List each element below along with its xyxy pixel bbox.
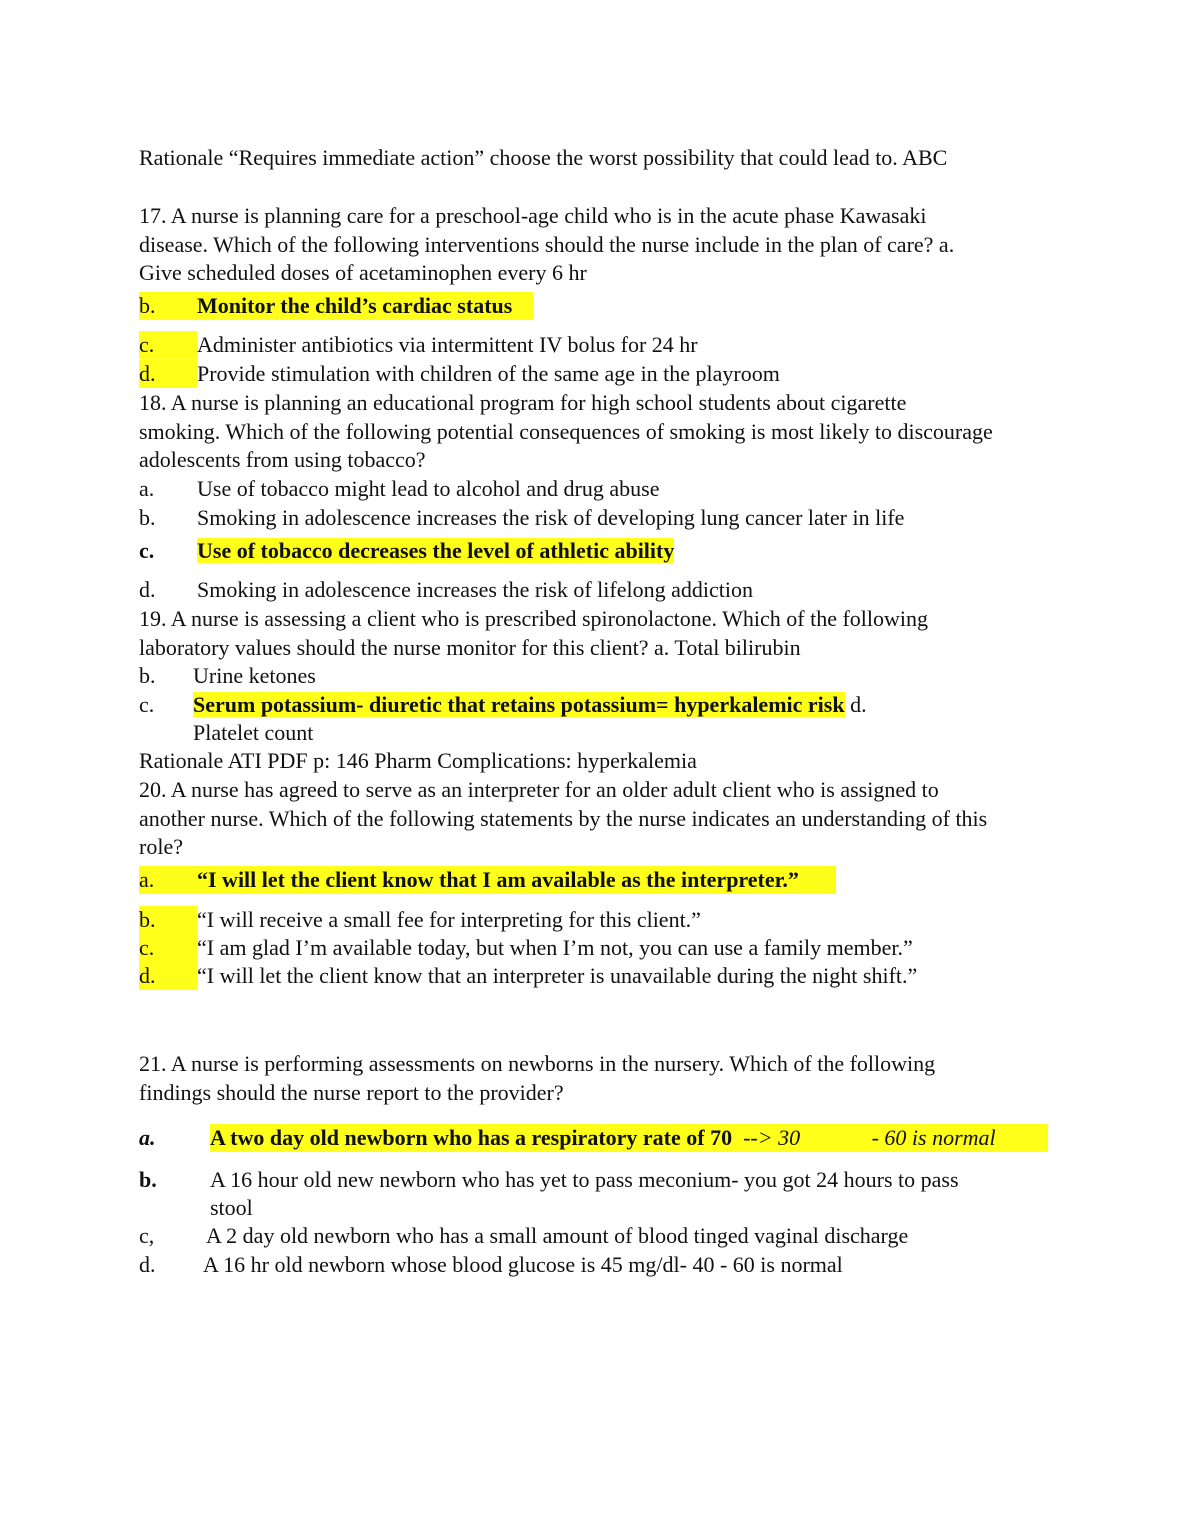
q21-option-b <box>139 1166 959 1194</box>
option-letter: c. <box>139 934 197 962</box>
option-letter: c. <box>139 538 155 563</box>
q20-stem-line-2: another nurse. Which of the following statements by the nurse indicates an understanding of this <box>139 806 988 831</box>
option-text: A 2 day old newborn who has a small amount of blood tinged vaginal discharge <box>206 1223 909 1248</box>
option-text: Provide stimulation with children of the same age in the playroom <box>197 361 780 386</box>
q20-option-b <box>139 906 701 934</box>
option-text: Smoking in adolescence increases the risk of lifelong addiction <box>197 577 753 602</box>
q18-stem-line-2: smoking. Which of the following potential consequences of smoking is most likely to discourage <box>139 419 993 444</box>
q20-option-a <box>139 866 836 894</box>
q19-option-d <box>139 719 313 747</box>
q19-option-c <box>139 691 867 719</box>
q19-rationale: Rationale ATI PDF p: 146 Pharm Complications: hyperkalemia <box>139 748 697 773</box>
option-letter: d. <box>139 962 197 990</box>
option-letter: a. <box>139 476 155 501</box>
option-note: --> 30 - 60 is normal <box>732 1125 996 1150</box>
option-letter: b. <box>139 1167 157 1192</box>
q21-option-c <box>139 1222 908 1250</box>
option-text: Administer antibiotics via intermittent IV bolus for 24 hr <box>197 332 698 357</box>
option-text: A 16 hr old newborn whose blood glucose is 45 mg/dl- 40 - 60 is normal <box>203 1252 843 1277</box>
option-letter: a. <box>139 1125 156 1150</box>
q20-stem-line-3: role? <box>139 834 183 859</box>
option-text: “I will let the client know that I am available as the interpreter.” <box>197 867 799 892</box>
option-letter: b. <box>139 293 156 318</box>
q17-option-b <box>139 292 533 320</box>
option-text: Platelet count <box>193 720 314 745</box>
q18-option-c <box>139 537 674 565</box>
option-text: Smoking in adolescence increases the risk of developing lung cancer later in life <box>197 505 905 530</box>
option-letter: d. <box>139 577 156 602</box>
option-letter: d. <box>139 1252 156 1277</box>
q20-option-d <box>139 962 917 990</box>
option-letter: b. <box>139 663 156 688</box>
option-letter: a. <box>139 867 155 892</box>
option-letter: b. <box>139 906 197 934</box>
q21-option-b-continuation: stool <box>210 1195 253 1220</box>
option-letter: c, <box>139 1223 155 1248</box>
option-trail: d. <box>844 692 867 717</box>
q17-stem-line-1: 17. A nurse is planning care for a preschool-age child who is in the acute phase Kawasaki <box>139 203 927 228</box>
option-text: Urine ketones <box>193 663 316 688</box>
q21-stem-line-1: 21. A nurse is performing assessments on newborns in the nursery. Which of the following <box>139 1051 936 1076</box>
q18-stem-line-1: 18. A nurse is planning an educational program for high school students about cigarette <box>139 390 907 415</box>
option-text: “I will receive a small fee for interpreting for this client.” <box>197 907 701 932</box>
option-text: A two day old newborn who has a respiratory rate of 70 <box>210 1125 733 1150</box>
q17-option-d <box>139 360 780 388</box>
option-text: “I will let the client know that an interpreter is unavailable during the night shift.” <box>197 963 918 988</box>
q17-stem-line-2: disease. Which of the following interventions should the nurse include in the plan of care? a. <box>139 232 955 257</box>
q18-option-b <box>139 504 904 532</box>
option-text: Use of tobacco might lead to alcohol and drug abuse <box>197 476 660 501</box>
rationale-line: Rationale “Requires immediate action” choose the worst possibility that could lead to. ABC <box>139 145 948 170</box>
q18-stem-line-3: adolescents from using tobacco? <box>139 447 426 472</box>
option-text: Monitor the child’s cardiac status <box>197 293 513 318</box>
q17-option-c <box>139 331 698 359</box>
option-letter: d. <box>139 360 197 388</box>
q21-option-a <box>139 1124 1048 1152</box>
option-text: A 16 hour old new newborn who has yet to pass meconium- you got 24 hours to pass <box>210 1167 959 1192</box>
q18-option-a <box>139 475 659 503</box>
option-text: Serum potassium- diuretic that retains potassium= hyperkalemic risk <box>193 692 845 717</box>
q17-stem-line-3: Give scheduled doses of acetaminophen every 6 hr <box>139 260 587 285</box>
option-letter: b. <box>139 505 156 530</box>
q20-stem-line-1: 20. A nurse has agreed to serve as an interpreter for an older adult client who is assigned to <box>139 777 939 802</box>
q21-stem-line-2: findings should the nurse report to the provider? <box>139 1080 564 1105</box>
option-text: Use of tobacco decreases the level of athletic ability <box>197 538 675 563</box>
q20-option-c <box>139 934 913 962</box>
q21-option-d <box>139 1251 843 1279</box>
q19-stem-line-1: 19. A nurse is assessing a client who is prescribed spironolactone. Which of the following <box>139 606 929 631</box>
q18-option-d <box>139 576 753 604</box>
option-letter: c. <box>139 692 155 717</box>
option-text: “I am glad I’m available today, but when I’m not, you can use a family member.” <box>197 935 913 960</box>
q19-stem-line-2: laboratory values should the nurse monitor for this client? a. Total bilirubin <box>139 635 801 660</box>
q19-option-b <box>139 662 316 690</box>
option-letter: c. <box>139 331 197 359</box>
